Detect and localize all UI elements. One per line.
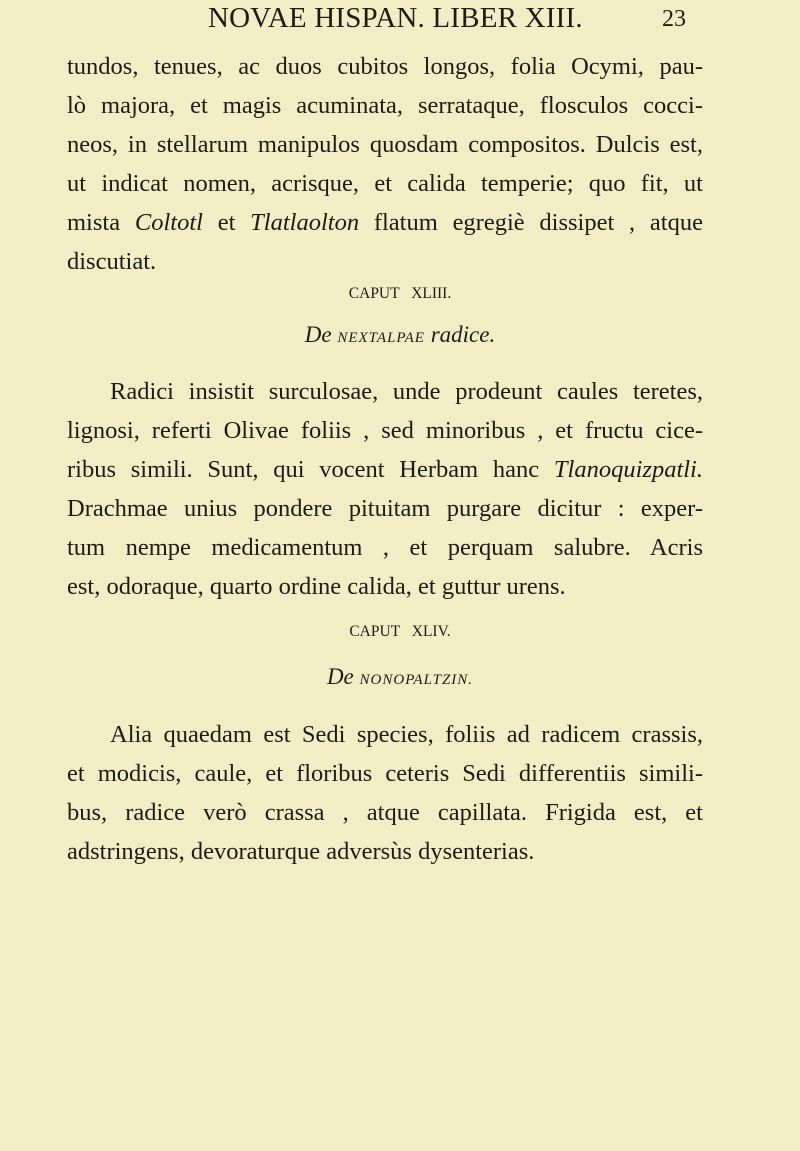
chapter-title [0,664,800,690]
text-line: Radici insistit surculosae, unde prodeunt caules teretes, [110,378,703,405]
text-line: tum nempe medicamentum , et perquam salubre. Acris [67,534,703,561]
text-line: et modicis, caule, et floribus ceteris Sedi differentiis simili- [67,760,703,787]
text-line: lò majora, et magis acuminata, serrataque, flosculos cocci- [67,92,703,119]
text-line: Alia quaedam est Sedi species, foliis ad radicem crassis, [110,721,703,748]
text-line: lignosi, referti Olivae foliis , sed minoribus , et fructu cice- [67,417,703,444]
italic-term: Tlanoquizpatli. [553,456,703,483]
running-title: NOVAE HISPAN. LIBER XIII. [208,2,583,34]
text-line: discutiat. [67,248,157,275]
text-line: ut indicat nomen, acrisque, et calida temperie; quo fit, ut [67,170,703,197]
text-line [67,455,703,485]
word: De [326,664,354,689]
text-line: neos, in stellarum manipulos quosdam compositos. Dulcis est, [67,131,703,158]
plant-name: NEXTALPAE [337,330,425,346]
chapter-heading: CAPUT XLIV. [349,623,451,640]
italic-term: Tlatlaolton [250,209,360,236]
word: radice. [430,322,496,347]
word: et [217,209,236,236]
text-line [67,208,703,238]
italic-term: Coltotl [134,209,203,236]
plant-name: NONOPALTZIN. [359,672,474,688]
text-line: bus, radice verò crassa , atque capillata. Frigida est, et [67,799,703,826]
text-line: tundos, tenues, ac duos cubitos longos, folia Ocymi, pau- [67,53,703,80]
chapter-heading: CAPUT XLIII. [348,285,452,302]
word: flatum egregiè dissipet , atque [373,209,703,236]
chapter-title [0,322,800,348]
word: De [304,322,332,347]
word: mista [67,209,121,236]
word: ribus simili. Sunt, qui vocent Herbam hanc [67,456,540,483]
text-line: est, odoraque, quarto ordine calida, et guttur urens. [67,573,566,600]
text-line: adstringens, devoraturque adversùs dysenterias. [67,838,535,865]
text-line: Drachmae unius pondere pituitam purgare dicitur : exper- [67,495,703,522]
page-number: 23 [662,6,686,32]
